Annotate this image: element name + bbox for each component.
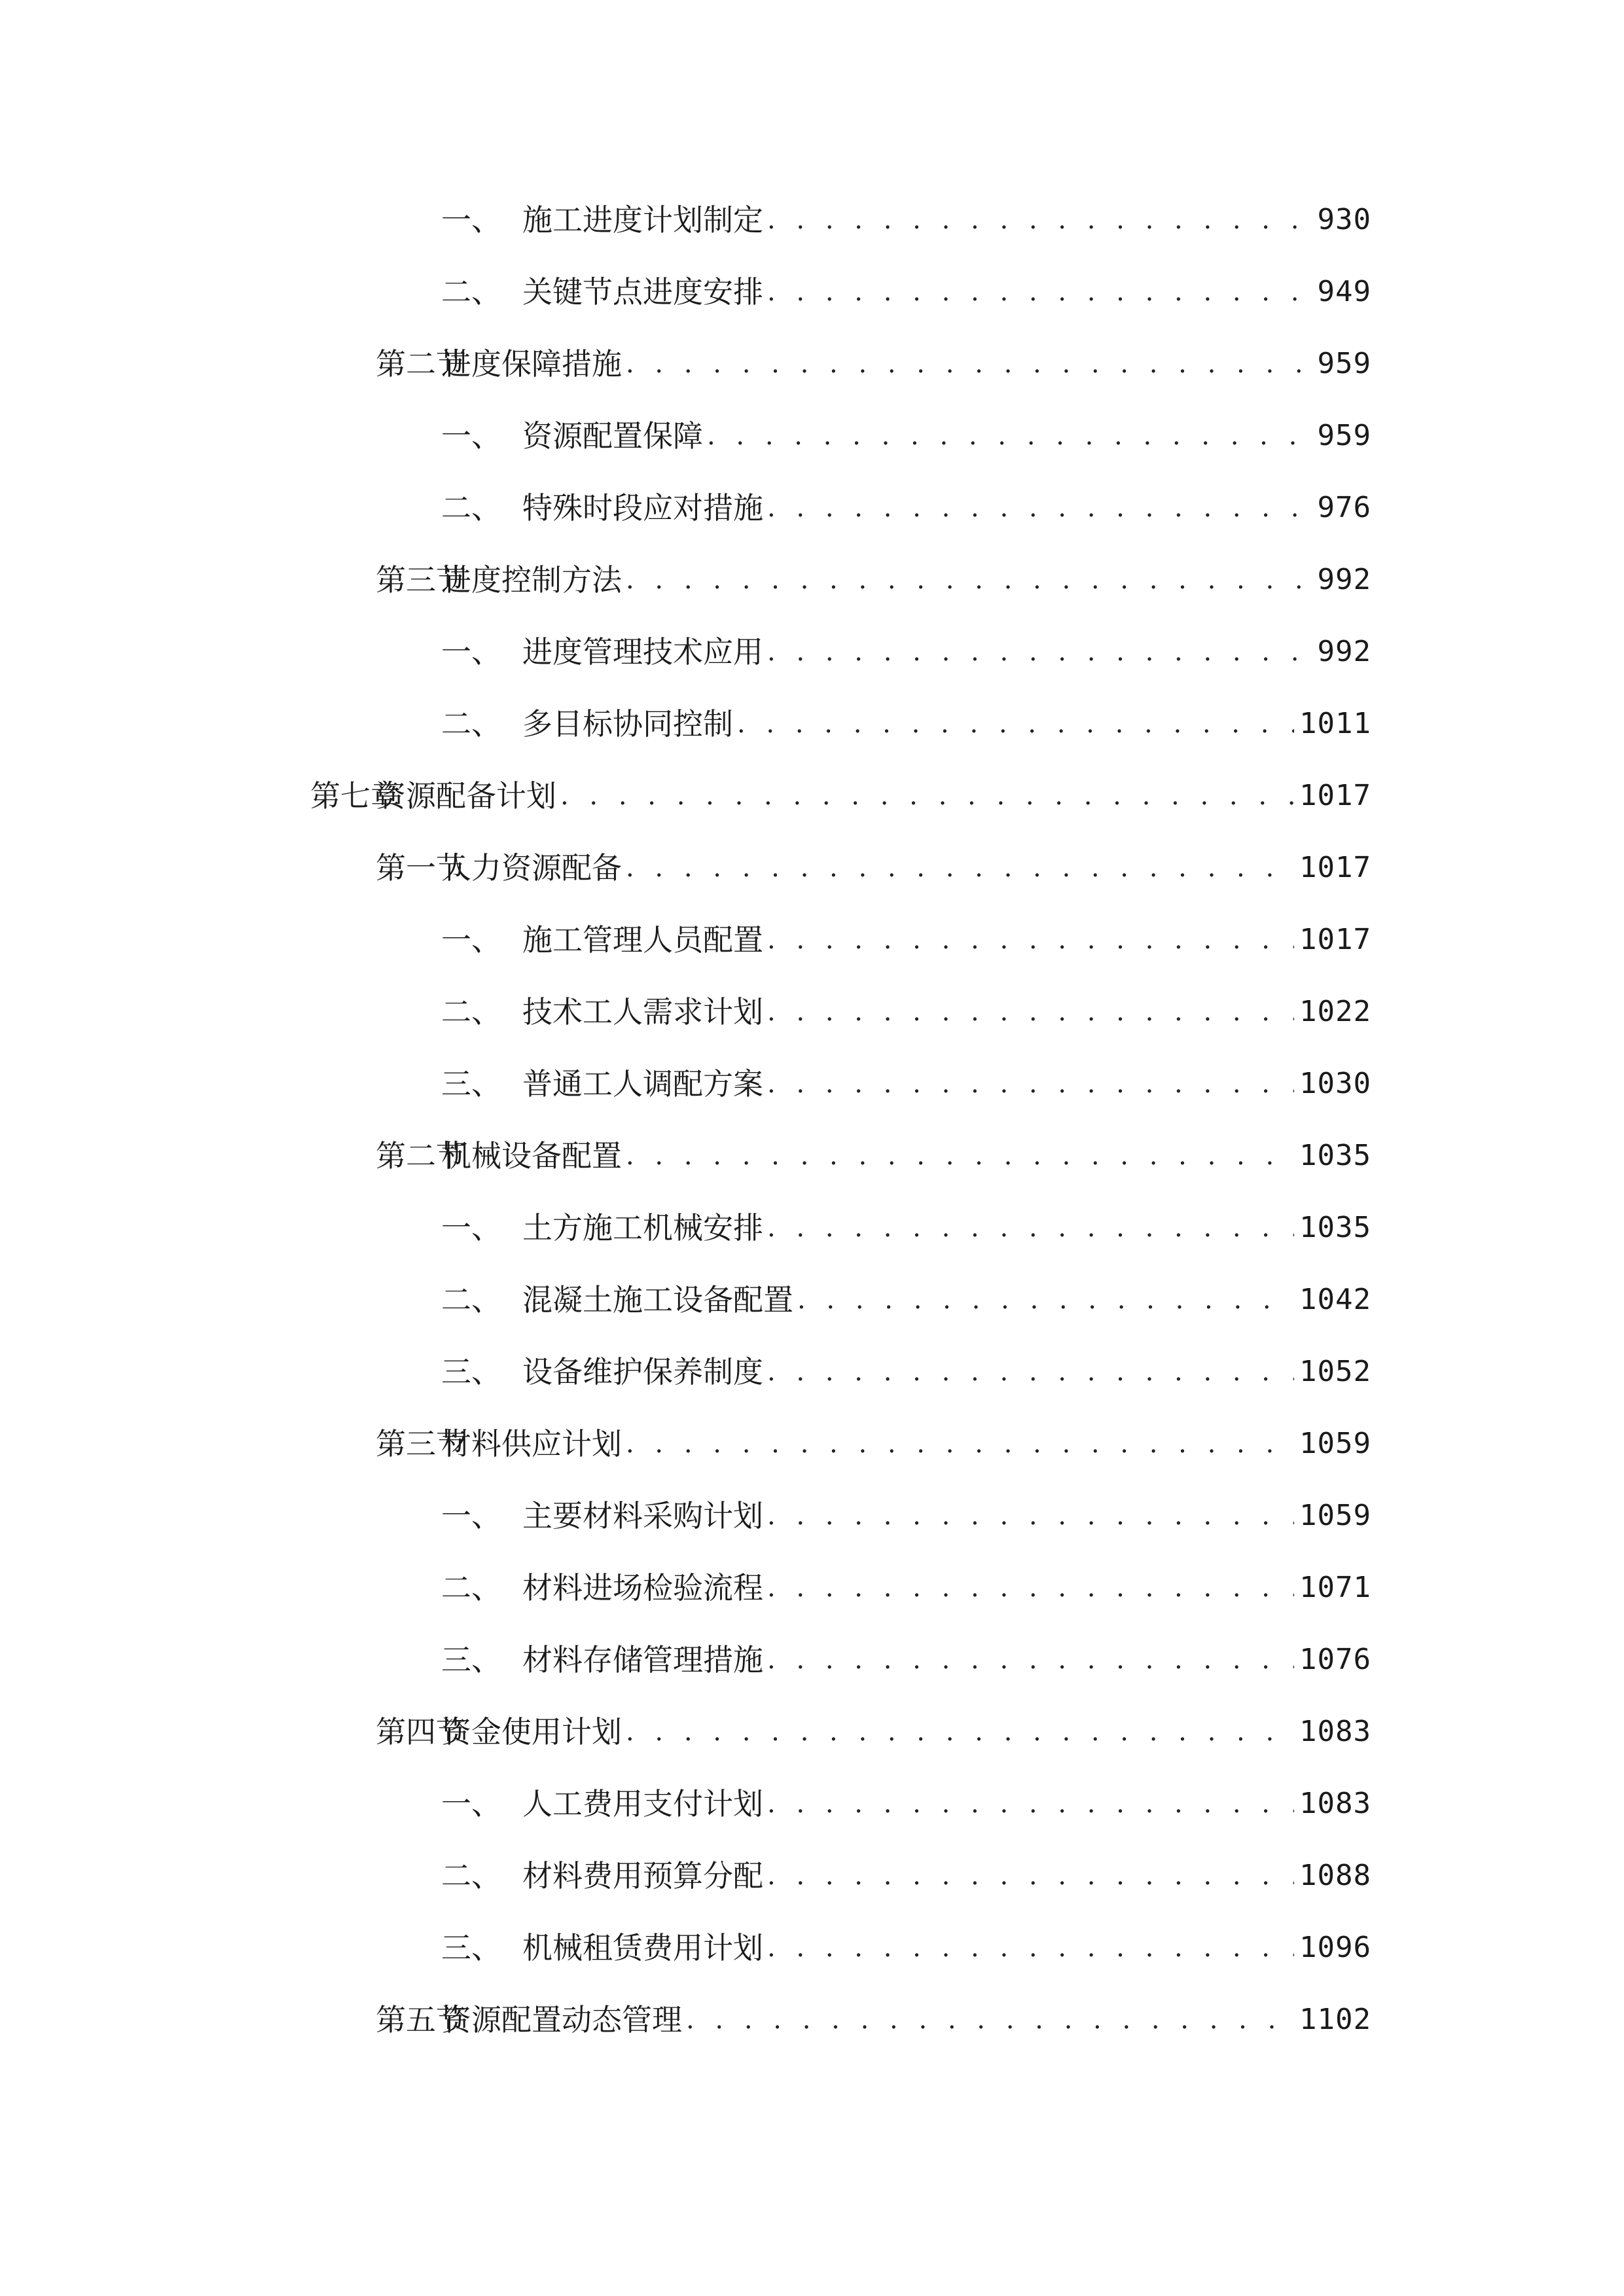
toc-entry-label: [441, 1850, 763, 1902]
toc-entry-label: [441, 410, 703, 462]
toc-entry-number: 二、: [441, 1282, 501, 1318]
toc-entry-title: 材料供应计划: [441, 1426, 622, 1462]
toc-entry-label: [441, 1562, 763, 1614]
toc-entry-page-number: 959: [1317, 347, 1371, 380]
dot-leader: [737, 704, 1294, 744]
dot-leader: [767, 1064, 1294, 1103]
toc-entry[interactable]: [441, 266, 1371, 318]
toc-entry-label: [376, 842, 622, 894]
toc-entry-label: [441, 1634, 763, 1686]
toc-entry-number: 第七章: [310, 778, 401, 814]
toc-entry-page-number: 992: [1317, 563, 1371, 596]
toc-entry-title: 人工费用支付计划: [522, 1786, 763, 1821]
toc-entry-page-number: 1071: [1299, 1571, 1371, 1604]
toc-entry-number: 一、: [441, 1498, 501, 1534]
toc-entry-label: [376, 1418, 622, 1470]
toc-entry[interactable]: [441, 1850, 1371, 1902]
toc-entry-title: 机械设备配置: [441, 1138, 622, 1174]
toc-entry-number: 第二节: [376, 1138, 466, 1174]
toc-entry-page-number: 1096: [1299, 1931, 1371, 1964]
dot-leader: [767, 992, 1294, 1031]
toc-entry-page-number: 1102: [1299, 2003, 1371, 2036]
toc-entry-page-number: 1052: [1299, 1355, 1371, 1388]
toc-entry-number: 一、: [441, 634, 501, 670]
toc-entry-number: 三、: [441, 1354, 501, 1390]
toc-entry[interactable]: [441, 914, 1371, 966]
dot-leader: [626, 1712, 1294, 1751]
toc-entry-label: [310, 770, 556, 822]
toc-entry-page-number: 1042: [1299, 1283, 1371, 1316]
toc-entry-number: 一、: [441, 1210, 501, 1246]
toc-entry-page-number: 1059: [1299, 1427, 1371, 1460]
toc-entry-page-number: 1035: [1299, 1139, 1371, 1172]
dot-leader: [767, 200, 1312, 240]
toc-entry-page-number: 1017: [1299, 851, 1371, 884]
toc-entry[interactable]: [441, 1634, 1371, 1686]
toc-entry-title: 混凝土施工设备配置: [522, 1282, 793, 1318]
toc-entry-number: 一、: [441, 1786, 501, 1821]
toc-entry[interactable]: [441, 1346, 1371, 1398]
toc-entry-title: 资源配备计划: [376, 778, 556, 814]
toc-entry-label: [441, 626, 763, 678]
toc-entry[interactable]: [441, 410, 1371, 462]
toc-chapter-entry[interactable]: [310, 770, 1371, 822]
toc-entry-number: 二、: [441, 1858, 501, 1893]
toc-entry-label: [441, 914, 763, 966]
toc-entry-page-number: 1083: [1299, 1787, 1371, 1820]
dot-leader: [707, 416, 1312, 456]
dot-leader: [626, 1424, 1294, 1463]
toc-entry[interactable]: [441, 1274, 1371, 1326]
toc-entry-label: [441, 698, 733, 750]
toc-entry[interactable]: [376, 1706, 1371, 1758]
toc-entry[interactable]: [376, 842, 1371, 894]
toc-entry[interactable]: [441, 1490, 1371, 1542]
toc-entry-label: [376, 1706, 622, 1758]
toc-entry-page-number: 1059: [1299, 1499, 1371, 1532]
toc-entry[interactable]: [441, 986, 1371, 1038]
toc-entry[interactable]: [441, 194, 1371, 246]
toc-entry[interactable]: [376, 1130, 1371, 1182]
toc-entry-number: 三、: [441, 1930, 501, 1965]
toc-entry-title: 资源配置动态管理: [441, 2002, 682, 2037]
dot-leader: [797, 1280, 1294, 1319]
toc-entry-page-number: 949: [1317, 275, 1371, 308]
toc-entry[interactable]: [441, 1202, 1371, 1254]
toc-entry-label: [376, 1130, 622, 1182]
toc-entry-number: 二、: [441, 1570, 501, 1605]
toc-entry-number: 一、: [441, 202, 501, 238]
toc-entry[interactable]: [441, 1778, 1371, 1830]
toc-entry-title: 关键节点进度安排: [522, 274, 763, 310]
dot-leader: [767, 1496, 1294, 1535]
dot-leader: [767, 272, 1312, 312]
toc-entry-title: 机械租赁费用计划: [522, 1930, 763, 1965]
toc-entry[interactable]: [441, 1562, 1371, 1614]
toc-entry-number: 一、: [441, 922, 501, 958]
toc-entry-page-number: 1030: [1299, 1067, 1371, 1100]
dot-leader: [767, 1208, 1294, 1247]
dot-leader: [626, 560, 1312, 600]
toc-entry[interactable]: [441, 1922, 1371, 1974]
toc-entry-title: 多目标协同控制: [522, 706, 733, 742]
toc-entry[interactable]: [441, 698, 1371, 750]
dot-leader: [767, 1568, 1294, 1607]
toc-entry-number: 第五节: [376, 2002, 466, 2037]
toc-entry-label: [376, 554, 622, 606]
dot-leader: [626, 848, 1294, 888]
toc-entry-page-number: 930: [1317, 203, 1371, 236]
toc-entry-page-number: 992: [1317, 635, 1371, 668]
toc-entry-label: [441, 1274, 793, 1326]
dot-leader: [626, 1136, 1294, 1175]
toc-entry-number: 三、: [441, 1066, 501, 1102]
dot-leader: [626, 344, 1312, 384]
toc-entry-title: 人力资源配备: [441, 850, 622, 886]
toc-entry-page-number: 1083: [1299, 1715, 1371, 1748]
toc-entry-page-number: 1011: [1299, 707, 1371, 740]
toc-entry-title: 材料费用预算分配: [522, 1858, 763, 1893]
toc-entry-number: 二、: [441, 274, 501, 310]
toc-entry-page-number: 1022: [1299, 995, 1371, 1028]
toc-entry-number: 一、: [441, 418, 501, 454]
toc-entry-number: 第三节: [376, 1426, 466, 1462]
toc-entry[interactable]: [376, 1994, 1371, 2046]
toc-entry-title: 土方施工机械安排: [522, 1210, 763, 1246]
dot-leader: [767, 1640, 1294, 1679]
toc-entry-title: 特殊时段应对措施: [522, 490, 763, 526]
toc-entry-page-number: 1035: [1299, 1211, 1371, 1244]
toc-entry-label: [441, 194, 763, 246]
toc-entry-page-number: 1017: [1299, 779, 1371, 812]
toc-entry-page-number: 959: [1317, 419, 1371, 452]
toc-entry[interactable]: [441, 1058, 1371, 1110]
toc-entry-label: [441, 1490, 763, 1542]
toc-entry[interactable]: [376, 554, 1371, 606]
toc-entry-number: 二、: [441, 490, 501, 526]
toc-entry[interactable]: [441, 482, 1371, 534]
toc-entry-title: 普通工人调配方案: [522, 1066, 763, 1102]
toc-entry-label: [441, 1922, 763, 1974]
toc-entry-title: 进度保障措施: [441, 346, 622, 382]
toc-entry[interactable]: [376, 338, 1371, 390]
toc-entry-label: [376, 338, 622, 390]
toc-entry-label: [441, 1778, 763, 1830]
dot-leader: [767, 1352, 1294, 1391]
toc-entry-title: 施工管理人员配置: [522, 922, 763, 958]
dot-leader: [767, 488, 1312, 528]
toc-entry-number: 三、: [441, 1642, 501, 1677]
toc-entry-page-number: 1088: [1299, 1859, 1371, 1892]
toc-entry-title: 资金使用计划: [441, 1714, 622, 1749]
toc-entry-title: 进度控制方法: [441, 562, 622, 598]
toc-entry-number: 二、: [441, 706, 501, 742]
toc-entry-page-number: 1017: [1299, 923, 1371, 956]
toc-entry-title: 进度管理技术应用: [522, 634, 763, 670]
toc-entry-title: 设备维护保养制度: [522, 1354, 763, 1390]
toc-entry-label: [441, 1346, 763, 1398]
toc-entry-page-number: 976: [1317, 491, 1371, 524]
toc-entry-number: 第三节: [376, 562, 466, 598]
dot-leader: [686, 2000, 1294, 2039]
toc-entry-page-number: 1076: [1299, 1643, 1371, 1676]
toc-entry-number: 第二节: [376, 346, 466, 382]
dot-leader: [767, 920, 1294, 960]
dot-leader: [767, 1784, 1294, 1823]
toc-entry-title: 材料存储管理措施: [522, 1642, 763, 1677]
toc-entry-label: [376, 1994, 682, 2046]
toc-entry-title: 技术工人需求计划: [522, 994, 763, 1030]
toc-entry[interactable]: [376, 1418, 1371, 1470]
toc-entry-title: 主要材料采购计划: [522, 1498, 763, 1534]
toc-entry-label: [441, 1202, 763, 1254]
toc-entry-label: [441, 482, 763, 534]
dot-leader: [767, 632, 1312, 672]
toc-entry-label: [441, 986, 763, 1038]
dot-leader: [767, 1928, 1294, 1967]
toc-entry-title: 资源配置保障: [522, 418, 703, 454]
toc-entry-number: 第四节: [376, 1714, 466, 1749]
toc-entry-number: 第一节: [376, 850, 466, 886]
dot-leader: [560, 776, 1294, 816]
toc-entry-label: [441, 266, 763, 318]
toc-entry-title: 施工进度计划制定: [522, 202, 763, 238]
toc-entry[interactable]: [441, 626, 1371, 678]
dot-leader: [767, 1856, 1294, 1895]
toc-entry-number: 二、: [441, 994, 501, 1030]
toc-entry-title: 材料进场检验流程: [522, 1570, 763, 1605]
toc-entry-label: [441, 1058, 763, 1110]
